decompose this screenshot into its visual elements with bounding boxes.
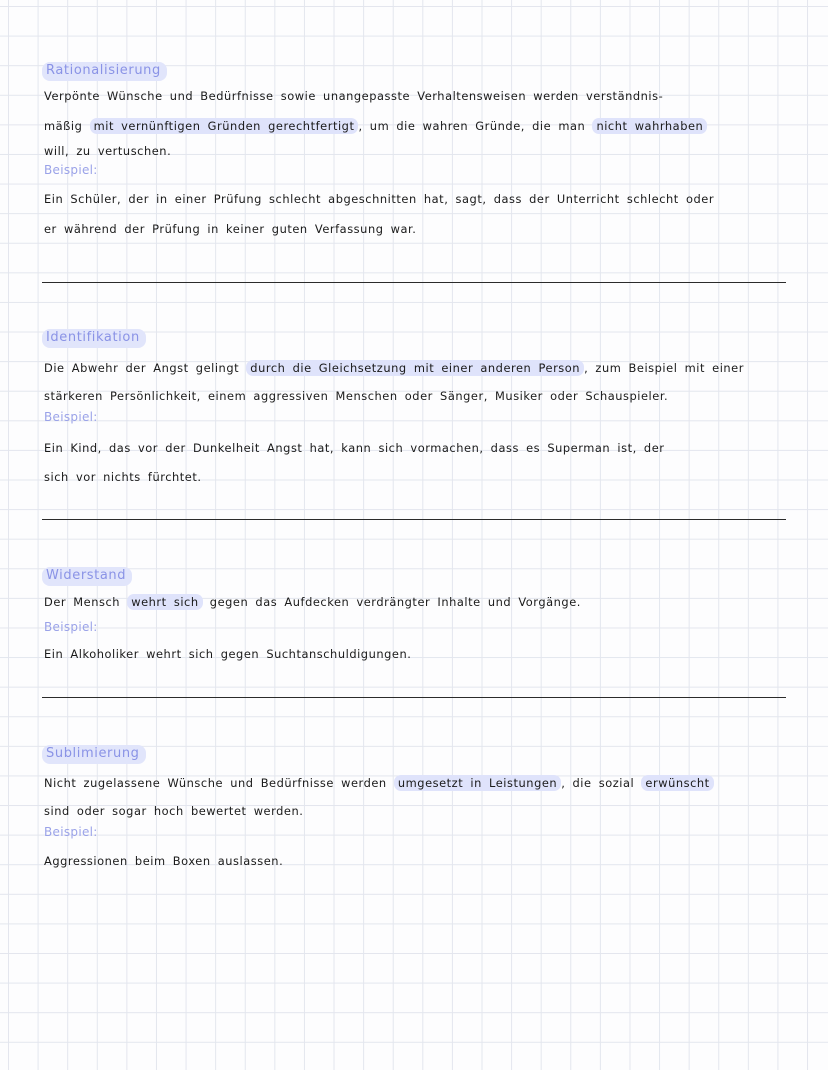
text: , zum Beispiel mit einer [584,361,744,375]
text: Verpönte Wünsche und Bedürfnisse sowie unangepasste Verhaltensweisen werden verständnis- [44,89,664,103]
section-heading: Sublimierung [42,745,146,764]
section-heading: Rationalisierung [42,62,167,81]
highlight: durch die Gleichsetzung mit einer anderen Person [246,360,584,376]
example-label: Beispiel: [44,409,98,424]
example-label: Beispiel: [44,163,98,178]
example-label: Beispiel: [44,824,98,839]
definition-line [44,799,788,823]
section-identifikation [42,326,788,493]
example-line: Ein Alkoholiker wehrt sich gegen Suchtanschuldigungen. [44,646,412,661]
text: mäßig [44,118,90,133]
definition-line [44,82,788,112]
highlight: umgesetzt in Leistungen [394,775,561,791]
section-sublimierung [42,742,788,876]
definition-line [44,769,788,799]
section-divider [42,697,786,698]
definition-line [44,141,788,161]
highlight: wehrt sich [127,594,202,610]
section-widerstand [42,564,788,669]
definition-line [44,112,788,142]
section-rationalisierung [42,59,788,244]
definition-line [44,354,788,384]
example-line: Ein Kind, das vor der Dunkelheit Angst hat, kann sich vormachen, dass es Superman ist, der [44,440,665,455]
definition-line [44,588,788,618]
text: , um die wahren Gründe, die man [358,118,593,133]
text: will, zu vertuschen. [44,144,172,159]
text: Die Abwehr der Angst gelingt [44,361,247,375]
highlight: mit vernünftigen Gründen gerechtfertigt [90,118,359,134]
example-line: Ein Schüler, der in einer Prüfung schlecht abgeschnitten hat, sagt, dass der Unterricht schlecht oder [44,192,715,207]
highlight: nicht wahrhaben [592,118,707,134]
text: stärkeren Persönlichkeit, einem aggressiven Menschen oder Sänger, Musiker oder Schauspieler. [44,388,669,403]
text: gegen das Aufdecken verdrängter Inhalte und Vorgänge. [202,595,581,609]
example-line: er während der Prüfung in keiner guten Verfassung war. [44,221,417,236]
section-divider [42,519,786,520]
text: Nicht zugelassene Wünsche und Bedürfnisse werden [44,776,394,790]
highlight: erwünscht [641,775,713,791]
definition-line [44,384,788,408]
text: , die sozial [561,776,642,790]
text: Der Mensch [44,595,128,609]
example-line: Aggressionen beim Boxen auslassen. [44,853,284,868]
section-heading: Identifikation [42,329,146,348]
example-label: Beispiel: [44,619,98,634]
text: sind oder sogar hoch bewertet werden. [44,803,304,818]
section-divider [42,282,786,283]
example-line: sich vor nichts fürchtet. [44,470,202,485]
section-heading: Widerstand [42,567,132,586]
